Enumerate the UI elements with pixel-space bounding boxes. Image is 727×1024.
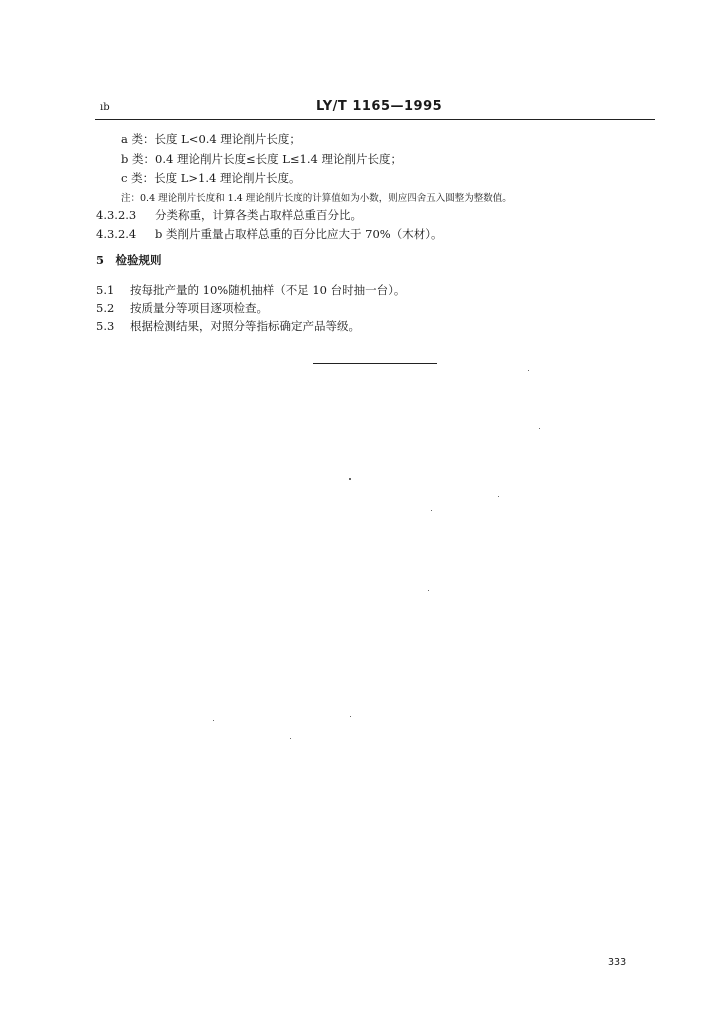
clause-number: 5.3 [96,319,115,333]
header-mark: ıb [100,102,110,113]
clause-text: 按每批产量的 10%随机抽样（不足 10 台时抽一台）。 [130,283,406,297]
scan-speck [213,720,214,721]
section-5-heading: 5 检验规则 [96,253,162,267]
clause-number: 5.1 [96,283,115,297]
clause-4-3-2-4 [96,226,442,242]
clause-text: 根据检测结果，对照分等指标确定产品等级。 [130,319,360,333]
standard-code: LY/T 1165—1995 [316,99,443,114]
clause-5-1 [96,282,405,298]
clause-text: 分类称重，计算各类占取样总重百分比。 [155,208,362,222]
class-b-line: b 类：0.4 理论削片长度≤长度 L≤1.4 理论削片长度； [121,152,402,166]
clause-5-2 [96,300,268,316]
scan-speck [350,716,351,717]
clause-5-3 [96,318,360,334]
scan-speck [349,478,351,480]
clause-number: 4.3.2.3 [96,208,137,222]
header-rule [95,119,655,120]
scan-speck [539,428,540,429]
clause-4-3-2-3 [96,207,362,223]
page-number: 333 [608,957,627,968]
clause-number: 4.3.2.4 [96,227,137,241]
clause-text: 按质量分等项目逐项检查。 [130,301,268,315]
scan-speck [528,370,529,371]
clause-text: b 类削片重量占取样总重的百分比应大于 70%（木材）。 [155,227,443,241]
end-of-text-rule [313,363,437,364]
scan-speck [498,496,499,497]
class-a-line: a 类：长度 L<0.4 理论削片长度； [121,132,301,146]
class-c-line: c 类：长度 L>1.4 理论削片长度。 [121,171,301,185]
scan-speck [290,738,291,739]
note-line: 注：0.4 理论削片长度和 1.4 理论削片长度的计算值如为小数，则应四舍五入圆整为整数值。 [121,193,512,204]
clause-number: 5.2 [96,301,115,315]
scan-speck [428,590,429,591]
scan-speck [431,510,432,511]
